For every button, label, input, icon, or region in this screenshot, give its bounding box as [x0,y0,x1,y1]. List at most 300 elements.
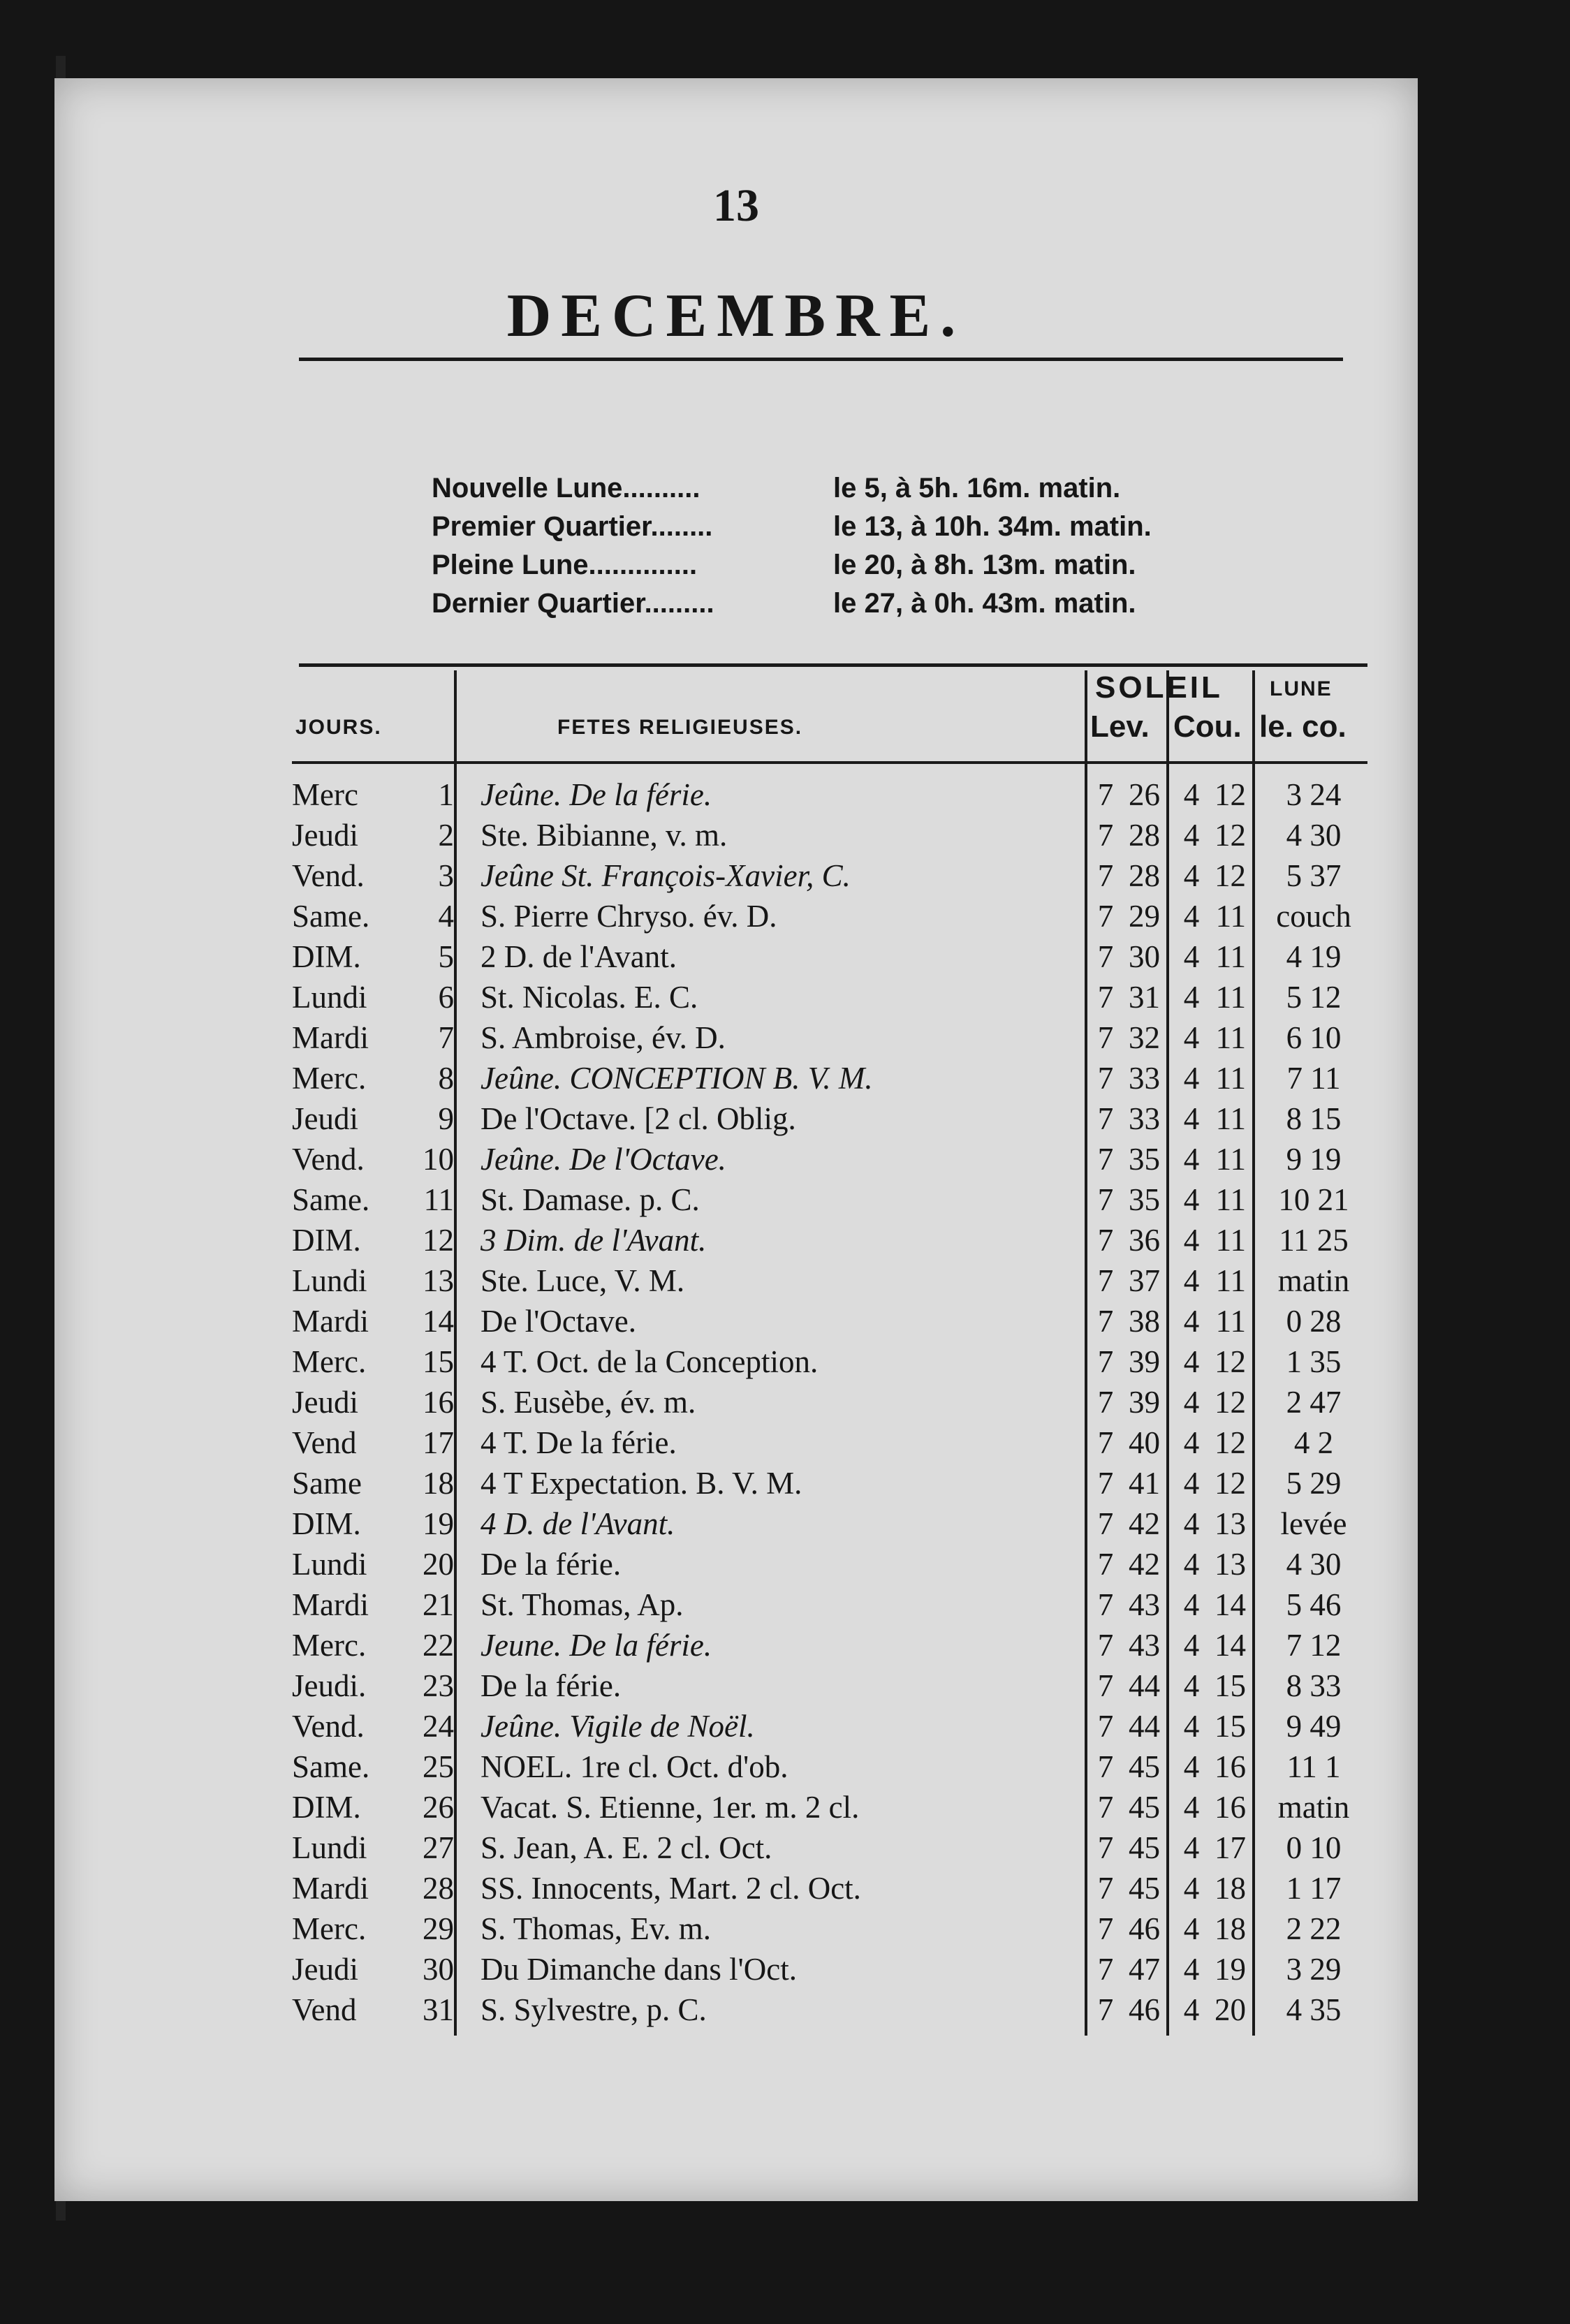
sunrise-minute-cell: 33 [1129,1061,1160,1096]
feast-cell: Jeûne. De la férie. [480,777,712,812]
title-rule [299,358,1343,361]
table-row [292,1584,1367,1624]
sunrise-minute-cell: 33 [1129,1101,1160,1136]
sunset-hour-cell: 4 [1183,1911,1200,1946]
moon-cell: 2 47 [1286,1385,1342,1420]
table-row [292,1341,1367,1381]
feast-cell: St. Damase. p. C. [480,1182,700,1217]
sunrise-hour-cell: 7 [1097,1871,1114,1906]
table-row [292,1867,1367,1908]
sunset-hour-cell: 4 [1183,939,1200,974]
sunrise-minute-cell: 42 [1129,1547,1160,1582]
sunset-minute-cell: 18 [1215,1871,1246,1906]
day-cell: Merc. [292,1911,367,1946]
table-row [292,1948,1367,1989]
date-number-cell: 25 [423,1749,454,1784]
date-number-cell: 1 [438,777,454,812]
sunset-hour-cell: 4 [1183,1547,1200,1582]
sunrise-hour-cell: 7 [1097,1425,1114,1460]
sunset-hour-cell: 4 [1183,1344,1200,1379]
sunset-minute-cell: 12 [1215,1385,1246,1420]
day-cell: Mardi [292,1871,369,1906]
table-row [292,1260,1367,1300]
moon-cell: 7 12 [1286,1628,1342,1663]
table-row [292,1300,1367,1341]
day-cell: Same [292,1466,362,1501]
feast-cell: S. Thomas, Ev. m. [480,1911,712,1946]
day-cell: Lundi [292,1547,367,1582]
day-cell: Jeudi [292,1101,358,1136]
feast-cell: 3 Dim. de l'Avant. [480,1223,707,1258]
sunset-hour-cell: 4 [1183,1304,1200,1339]
feast-cell: S. Sylvestre, p. C. [480,1992,707,2027]
day-cell: Vend. [292,858,365,893]
day-cell: Merc. [292,1344,367,1379]
sunrise-hour-cell: 7 [1097,1061,1114,1096]
table-row [292,1381,1367,1422]
day-cell: DIM. [292,1790,361,1825]
sunrise-minute-cell: 37 [1129,1263,1160,1298]
sunrise-minute-cell: 30 [1129,939,1160,974]
day-cell: Same. [292,1182,370,1217]
date-number-cell: 3 [438,858,454,893]
sunrise-minute-cell: 41 [1129,1466,1160,1501]
day-cell: Mardi [292,1587,369,1622]
feast-cell: S. Jean, A. E. 2 cl. Oct. [480,1830,772,1865]
sunset-minute-cell: 17 [1215,1830,1246,1865]
date-number-cell: 7 [438,1020,454,1055]
feast-cell: S. Eusèbe, év. m. [480,1385,696,1420]
calendar-table [292,670,1367,2036]
table-row [292,1989,1367,2029]
sunset-hour-cell: 4 [1183,1587,1200,1622]
date-number-cell: 4 [438,899,454,934]
feast-cell: SS. Innocents, Mart. 2 cl. Oct. [480,1871,861,1906]
day-cell: Merc. [292,1061,367,1096]
feast-cell: S. Ambroise, év. D. [480,1020,726,1055]
date-number-cell: 14 [423,1304,454,1339]
moon-cell: 9 19 [1286,1142,1342,1177]
moon-cell: 5 29 [1286,1466,1342,1501]
sunset-hour-cell: 4 [1183,1182,1200,1217]
feast-cell: Jeûne St. François-Xavier, C. [480,858,851,893]
sunrise-minute-cell: 45 [1129,1871,1160,1906]
sunrise-hour-cell: 7 [1097,1628,1114,1663]
date-number-cell: 12 [423,1223,454,1258]
day-cell: Lundi [292,980,367,1015]
sunrise-minute-cell: 39 [1129,1385,1160,1420]
feast-cell: 4 T. Oct. de la Conception. [480,1344,819,1379]
sunset-hour-cell: 4 [1183,1425,1200,1460]
sunrise-hour-cell: 7 [1097,1709,1114,1744]
sunset-hour-cell: 4 [1183,1709,1200,1744]
feast-cell: Jeûne. CONCEPTION B. V. M. [480,1061,873,1096]
sunrise-minute-cell: 35 [1129,1182,1160,1217]
table-row [292,1057,1367,1098]
date-number-cell: 11 [423,1182,454,1217]
moon-phase-row [432,584,1340,623]
table-top-rule [299,663,1367,667]
sunrise-minute-cell: 43 [1129,1628,1160,1663]
sunrise-minute-cell: 47 [1129,1952,1160,1987]
sunset-minute-cell: 20 [1215,1992,1246,2027]
sunrise-minute-cell: 40 [1129,1425,1160,1460]
date-number-cell: 13 [423,1263,454,1298]
feast-cell: De la férie. [480,1547,622,1582]
sunset-minute-cell: 12 [1215,818,1246,853]
sunrise-minute-cell: 28 [1129,858,1160,893]
sunrise-hour-cell: 7 [1097,1304,1114,1339]
date-number-cell: 19 [423,1506,454,1541]
sunset-minute-cell: 11 [1215,899,1246,934]
feast-cell: Vacat. S. Etienne, 1er. m. 2 cl. [480,1790,860,1825]
sunrise-minute-cell: 46 [1129,1992,1160,2027]
day-cell: Same. [292,1749,370,1784]
table-row [292,1786,1367,1827]
table-row [292,1665,1367,1705]
header-rule [292,761,1367,764]
sunrise-minute-cell: 35 [1129,1142,1160,1177]
day-cell: Jeudi. [292,1668,367,1703]
date-number-cell: 17 [423,1425,454,1460]
moon-cell: 4 30 [1286,1547,1342,1582]
sunrise-hour-cell: 7 [1097,1952,1114,1987]
table-row [292,1219,1367,1260]
sunrise-hour-cell: 7 [1097,1263,1114,1298]
feast-cell: Du Dimanche dans l'Oct. [480,1952,797,1987]
day-cell: Mardi [292,1020,369,1055]
sunset-minute-cell: 11 [1215,980,1246,1015]
sunset-hour-cell: 4 [1183,1749,1200,1784]
sunset-hour-cell: 4 [1183,1263,1200,1298]
date-number-cell: 21 [423,1587,454,1622]
sunrise-hour-cell: 7 [1097,1992,1114,2027]
sunset-minute-cell: 11 [1215,1263,1246,1298]
table-row [292,1908,1367,1948]
sunset-minute-cell: 11 [1215,1223,1246,1258]
header-soleil: SOLEIL [1095,670,1223,705]
moon-cell: 8 33 [1286,1668,1342,1703]
date-number-cell: 20 [423,1547,454,1582]
sunset-minute-cell: 16 [1215,1790,1246,1825]
table-row [292,1179,1367,1219]
feast-cell: S. Pierre Chryso. év. D. [480,899,777,934]
table-row [292,855,1367,895]
moon-cell: matin [1277,1263,1350,1298]
date-number-cell: 10 [423,1142,454,1177]
table-row [292,1827,1367,1867]
moon-cell: 4 30 [1286,818,1342,853]
header-days: JOURS. [295,716,382,739]
sunset-minute-cell: 11 [1215,1101,1246,1136]
sunset-hour-cell: 4 [1183,1061,1200,1096]
moon-cell: 6 10 [1286,1020,1342,1055]
date-number-cell: 23 [423,1668,454,1703]
date-number-cell: 8 [438,1061,454,1096]
sunrise-minute-cell: 29 [1129,899,1160,934]
table-row [292,936,1367,976]
moon-phase-name: Premier Quartier........ [432,511,713,542]
sunset-minute-cell: 11 [1215,1182,1246,1217]
sunrise-hour-cell: 7 [1097,1223,1114,1258]
day-cell: Merc [292,777,358,812]
header-soleil-cou: Cou. [1173,709,1242,744]
table-row [292,1462,1367,1503]
sunrise-hour-cell: 7 [1097,1142,1114,1177]
moon-phase-name: Dernier Quartier......... [432,588,714,619]
sunrise-minute-cell: 46 [1129,1911,1160,1946]
date-number-cell: 30 [423,1952,454,1987]
header-feasts: FETES RELIGIEUSES. [557,716,803,739]
sunset-minute-cell: 11 [1215,1304,1246,1339]
moon-cell: 11 25 [1279,1223,1349,1258]
sunset-hour-cell: 4 [1183,980,1200,1015]
date-number-cell: 26 [423,1790,454,1825]
sunset-minute-cell: 12 [1215,858,1246,893]
sunrise-minute-cell: 26 [1129,777,1160,812]
sunrise-minute-cell: 39 [1129,1344,1160,1379]
sunset-minute-cell: 19 [1215,1952,1246,1987]
moon-phase-row [432,546,1340,584]
date-number-cell: 28 [423,1871,454,1906]
feast-cell: 2 D. de l'Avant. [480,939,677,974]
moon-cell: 1 35 [1286,1344,1342,1379]
moon-cell: 5 46 [1286,1587,1342,1622]
sunset-minute-cell: 15 [1215,1668,1246,1703]
sunset-hour-cell: 4 [1183,1628,1200,1663]
date-number-cell: 15 [423,1344,454,1379]
feast-cell: St. Nicolas. E. C. [480,980,698,1015]
sunrise-hour-cell: 7 [1097,1749,1114,1784]
sunset-hour-cell: 4 [1183,858,1200,893]
moon-phase-value: le 13, à 10h. 34m. matin. [833,511,1152,542]
date-number-cell: 2 [438,818,454,853]
day-cell: Vend. [292,1142,365,1177]
day-cell: DIM. [292,939,361,974]
feast-cell: Jeûne. De l'Octave. [480,1142,726,1177]
moon-cell: 10 21 [1278,1182,1349,1217]
sunrise-hour-cell: 7 [1097,1547,1114,1582]
feast-cell: De l'Octave. [2 cl. Oblig. [480,1101,796,1136]
table-row [292,1017,1367,1057]
feast-cell: Ste. Bibianne, v. m. [480,818,728,853]
sunset-hour-cell: 4 [1183,1790,1200,1825]
sunrise-minute-cell: 28 [1129,818,1160,853]
table-row [292,1098,1367,1138]
table-row [292,1746,1367,1786]
moon-cell: 4 2 [1293,1425,1334,1460]
date-number-cell: 22 [423,1628,454,1663]
moon-phase-row [432,469,1340,508]
sunset-minute-cell: 14 [1215,1628,1246,1663]
table-row [292,774,1367,814]
sunrise-hour-cell: 7 [1097,939,1114,974]
sunrise-minute-cell: 45 [1129,1830,1160,1865]
almanac-page [54,78,1418,2201]
sunset-hour-cell: 4 [1183,1952,1200,1987]
day-cell: Vend [292,1992,357,2027]
sunset-minute-cell: 11 [1215,1020,1246,1055]
day-cell: DIM. [292,1506,361,1541]
moon-cell: 1 17 [1286,1871,1342,1906]
sunset-minute-cell: 11 [1215,1061,1246,1096]
moon-cell: 4 19 [1286,939,1342,974]
date-number-cell: 6 [438,980,454,1015]
sunset-minute-cell: 12 [1215,1344,1246,1379]
sunrise-minute-cell: 38 [1129,1304,1160,1339]
moon-phase-row [432,508,1340,546]
sunrise-hour-cell: 7 [1097,1668,1114,1703]
sunrise-minute-cell: 44 [1129,1709,1160,1744]
moon-cell: 4 35 [1286,1992,1342,2027]
moon-cell: 11 1 [1286,1749,1341,1784]
sunrise-hour-cell: 7 [1097,858,1114,893]
sunrise-minute-cell: 45 [1129,1749,1160,1784]
feast-cell: St. Thomas, Ap. [480,1587,684,1622]
moon-phase-value: le 20, à 8h. 13m. matin. [833,550,1136,580]
moon-phases [432,469,1340,623]
feast-cell: 4 T. De la férie. [480,1425,677,1460]
sunrise-minute-cell: 32 [1129,1020,1160,1055]
feast-cell: De la férie. [480,1668,622,1703]
sunrise-hour-cell: 7 [1097,1790,1114,1825]
moon-cell: 0 10 [1286,1830,1342,1865]
day-cell: Lundi [292,1263,367,1298]
feast-cell: De l'Octave. [480,1304,637,1339]
header-lune-co: le. co. [1259,709,1347,744]
sunrise-minute-cell: 45 [1129,1790,1160,1825]
sunset-minute-cell: 12 [1215,1425,1246,1460]
sunset-minute-cell: 15 [1215,1709,1246,1744]
moon-phase-name: Nouvelle Lune.......... [432,473,700,503]
month-title: DECEMBRE. [506,282,966,350]
sunrise-hour-cell: 7 [1097,1911,1114,1946]
sunrise-minute-cell: 44 [1129,1668,1160,1703]
sunset-hour-cell: 4 [1183,818,1200,853]
date-number-cell: 31 [423,1992,454,2027]
moon-cell: couch [1276,899,1351,934]
sunset-minute-cell: 14 [1215,1587,1246,1622]
sunset-hour-cell: 4 [1183,777,1200,812]
moon-phase-value: le 5, à 5h. 16m. matin. [833,473,1121,503]
day-cell: Jeudi [292,1952,358,1987]
moon-cell: matin [1277,1790,1350,1825]
sunset-hour-cell: 4 [1183,1223,1200,1258]
sunset-hour-cell: 4 [1183,1992,1200,2027]
moon-phase-name: Pleine Lune.............. [432,550,698,580]
sunrise-hour-cell: 7 [1097,899,1114,934]
sunrise-hour-cell: 7 [1097,1182,1114,1217]
moon-cell: 7 11 [1286,1061,1341,1096]
feast-cell: Ste. Luce, V. M. [480,1263,685,1298]
day-cell: DIM. [292,1223,361,1258]
day-cell: Lundi [292,1830,367,1865]
moon-phase-value: le 27, à 0h. 43m. matin. [833,588,1136,619]
sunset-minute-cell: 18 [1215,1911,1246,1946]
sunset-hour-cell: 4 [1183,1668,1200,1703]
sunrise-minute-cell: 42 [1129,1506,1160,1541]
sunrise-minute-cell: 43 [1129,1587,1160,1622]
feast-cell: 4 T Expectation. B. V. M. [480,1466,802,1501]
table-row [292,1503,1367,1543]
moon-cell: 9 49 [1286,1709,1342,1744]
sunset-hour-cell: 4 [1183,1385,1200,1420]
feast-cell: NOEL. 1re cl. Oct. d'ob. [480,1749,788,1784]
sunrise-hour-cell: 7 [1097,1466,1114,1501]
sunrise-hour-cell: 7 [1097,818,1114,853]
sunset-hour-cell: 4 [1183,899,1200,934]
sunset-minute-cell: 12 [1215,1466,1246,1501]
header-lune: LUNE [1270,677,1333,700]
sunrise-hour-cell: 7 [1097,1344,1114,1379]
date-number-cell: 24 [423,1709,454,1744]
sunrise-hour-cell: 7 [1097,980,1114,1015]
moon-cell: 5 37 [1286,858,1342,893]
sunset-minute-cell: 13 [1215,1547,1246,1582]
date-number-cell: 18 [423,1466,454,1501]
sunset-minute-cell: 16 [1215,1749,1246,1784]
day-cell: Jeudi [292,818,358,853]
sunrise-hour-cell: 7 [1097,1101,1114,1136]
day-cell: Jeudi [292,1385,358,1420]
sunrise-minute-cell: 36 [1129,1223,1160,1258]
moon-cell: 5 12 [1286,980,1342,1015]
moon-cell: 2 22 [1286,1911,1342,1946]
table-row [292,814,1367,855]
feast-cell: 4 D. de l'Avant. [480,1506,675,1541]
sunrise-minute-cell: 31 [1129,980,1160,1015]
page-number: 13 [713,180,759,231]
sunset-minute-cell: 11 [1215,939,1246,974]
sunrise-hour-cell: 7 [1097,1020,1114,1055]
table-row [292,1543,1367,1584]
table-row [292,895,1367,936]
moon-cell: levée [1280,1506,1347,1541]
table-rows [292,774,1367,2029]
moon-cell: 3 29 [1286,1952,1342,1987]
sunset-hour-cell: 4 [1183,1101,1200,1136]
moon-cell: 0 28 [1286,1304,1342,1339]
day-cell: Mardi [292,1304,369,1339]
date-number-cell: 29 [423,1911,454,1946]
date-number-cell: 9 [438,1101,454,1136]
day-cell: Merc. [292,1628,367,1663]
sunrise-hour-cell: 7 [1097,777,1114,812]
sunset-hour-cell: 4 [1183,1020,1200,1055]
sunset-hour-cell: 4 [1183,1506,1200,1541]
table-row [292,1705,1367,1746]
sunrise-hour-cell: 7 [1097,1385,1114,1420]
day-cell: Vend. [292,1709,365,1744]
sunrise-hour-cell: 7 [1097,1830,1114,1865]
sunset-hour-cell: 4 [1183,1466,1200,1501]
sunset-hour-cell: 4 [1183,1142,1200,1177]
table-row [292,1138,1367,1179]
sunrise-hour-cell: 7 [1097,1506,1114,1541]
sunset-minute-cell: 13 [1215,1506,1246,1541]
sunset-minute-cell: 11 [1215,1142,1246,1177]
sunset-minute-cell: 12 [1215,777,1246,812]
feast-cell: Jeûne. Vigile de Noël. [480,1709,755,1744]
day-cell: Same. [292,899,370,934]
date-number-cell: 5 [438,939,454,974]
day-cell: Vend [292,1425,357,1460]
moon-cell: 3 24 [1286,777,1342,812]
feast-cell: Jeune. De la férie. [480,1628,712,1663]
sunset-hour-cell: 4 [1183,1830,1200,1865]
date-number-cell: 16 [423,1385,454,1420]
table-row [292,1422,1367,1462]
